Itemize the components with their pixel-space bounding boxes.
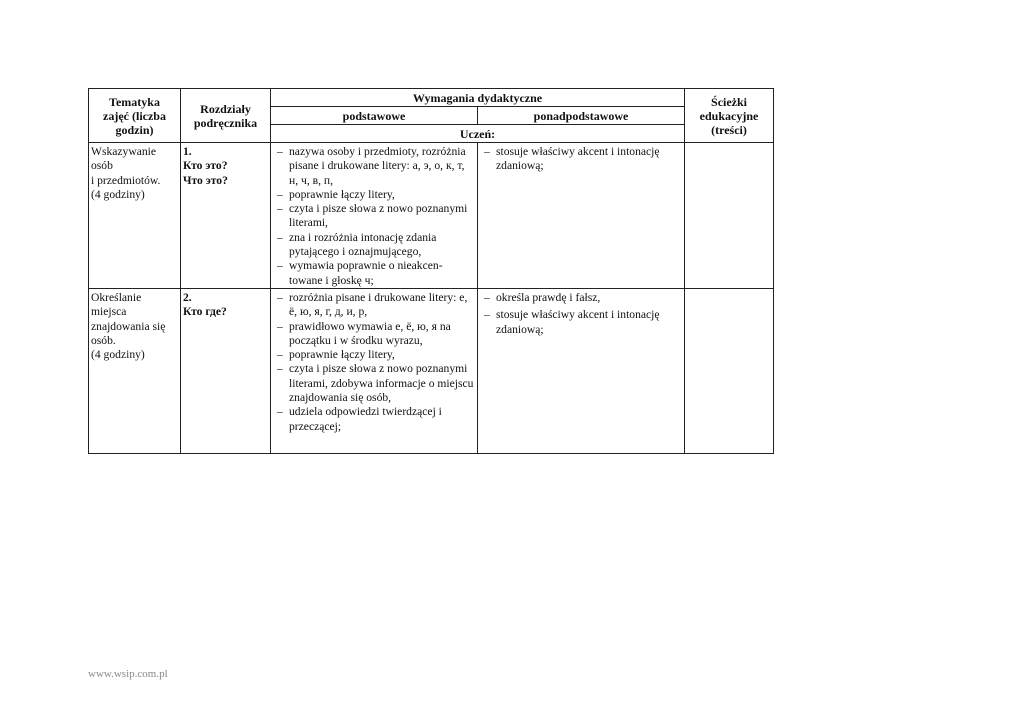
chapter-number: 2. bbox=[183, 290, 192, 304]
topic-line: Określanie bbox=[91, 290, 142, 304]
chapter-title: Кто где? bbox=[183, 305, 227, 319]
basic-requirements-cell bbox=[271, 143, 478, 289]
educational-paths-cell bbox=[685, 288, 774, 453]
list-item: – określa prawdę i fałsz, bbox=[486, 291, 681, 305]
topic-cell bbox=[89, 143, 181, 289]
header-basic: podstawowe bbox=[271, 107, 478, 125]
header-requirements: Wymagania dydaktyczne bbox=[271, 89, 685, 107]
chapter-title: Что это? bbox=[183, 173, 228, 187]
table-row bbox=[89, 143, 774, 289]
topic-line: Wskazywanie bbox=[91, 145, 157, 158]
topic-line: miejsca bbox=[91, 305, 127, 319]
basic-requirements-list bbox=[279, 145, 474, 288]
list-item: – poprawnie łączy litery, bbox=[279, 188, 474, 202]
list-item: – prawidłowo wymawia е, ё, ю, я na początku i w środku wyrazu, bbox=[279, 320, 474, 349]
list-item: – czyta i pisze słowa z nowo poznanymi literami, zdobywa informacje o miejscu znajdowania się osób, bbox=[279, 362, 474, 405]
header-educational-paths: Ścieżki edukacyjne (treści) bbox=[685, 89, 774, 143]
advanced-requirements-cell bbox=[478, 288, 685, 453]
list-item: – udziela odpowiedzi twierdzącej i przeczącej; bbox=[279, 405, 474, 434]
list-item: – czyta i pisze słowa z nowo poznanymi literami, bbox=[279, 202, 474, 231]
educational-paths-cell bbox=[685, 143, 774, 289]
list-item: – rozróżnia pisane i drukowane litery: е, ё, ю, я, г, д, и, р, bbox=[279, 291, 474, 320]
topic-line: i przedmiotów. bbox=[91, 173, 161, 187]
list-item: – nazywa osoby i przedmioty, rozróżnia pisane i drukowane litery: а, э, о, к, т, н, ч, в, п, bbox=[279, 145, 474, 188]
chapter-number: 1. bbox=[183, 145, 192, 158]
header-chapters: Rozdziały podręcznika bbox=[181, 89, 271, 143]
topic-line: (4 godziny) bbox=[91, 348, 145, 362]
header-student: Uczeń: bbox=[271, 125, 685, 143]
chapter-cell bbox=[181, 143, 271, 289]
header-topic: Tematyka zajęć (liczba godzin) bbox=[89, 89, 181, 143]
list-item: – poprawnie łączy litery, bbox=[279, 348, 474, 362]
list-item: – stosuje właściwy akcent i intonację zdaniową; bbox=[486, 145, 681, 174]
list-item: – zna i rozróżnia intonację zdania pytającego i oznajmującego, bbox=[279, 231, 474, 260]
advanced-requirements-list bbox=[486, 145, 681, 174]
header-advanced: ponadpodstawowe bbox=[478, 107, 685, 125]
topic-cell bbox=[89, 288, 181, 453]
list-item: – stosuje właściwy akcent i intonację zdaniową; bbox=[486, 308, 681, 337]
syllabus-table bbox=[88, 88, 774, 454]
chapter-title: Кто это? bbox=[183, 159, 228, 173]
list-item: – wymawia poprawnie o nieakcen-towane i głoskę ч; bbox=[279, 259, 474, 288]
topic-line: osób bbox=[91, 159, 113, 173]
basic-requirements-cell bbox=[271, 288, 478, 453]
table-row bbox=[89, 288, 774, 453]
footer-url: www.wsip.com.pl bbox=[88, 668, 168, 680]
advanced-requirements-cell bbox=[478, 143, 685, 289]
topic-line: (4 godziny) bbox=[91, 187, 145, 201]
basic-requirements-list bbox=[279, 291, 474, 434]
topic-line: osób. bbox=[91, 333, 116, 347]
chapter-cell bbox=[181, 288, 271, 453]
topic-line: znajdowania się bbox=[91, 319, 166, 333]
advanced-requirements-list bbox=[486, 291, 681, 337]
